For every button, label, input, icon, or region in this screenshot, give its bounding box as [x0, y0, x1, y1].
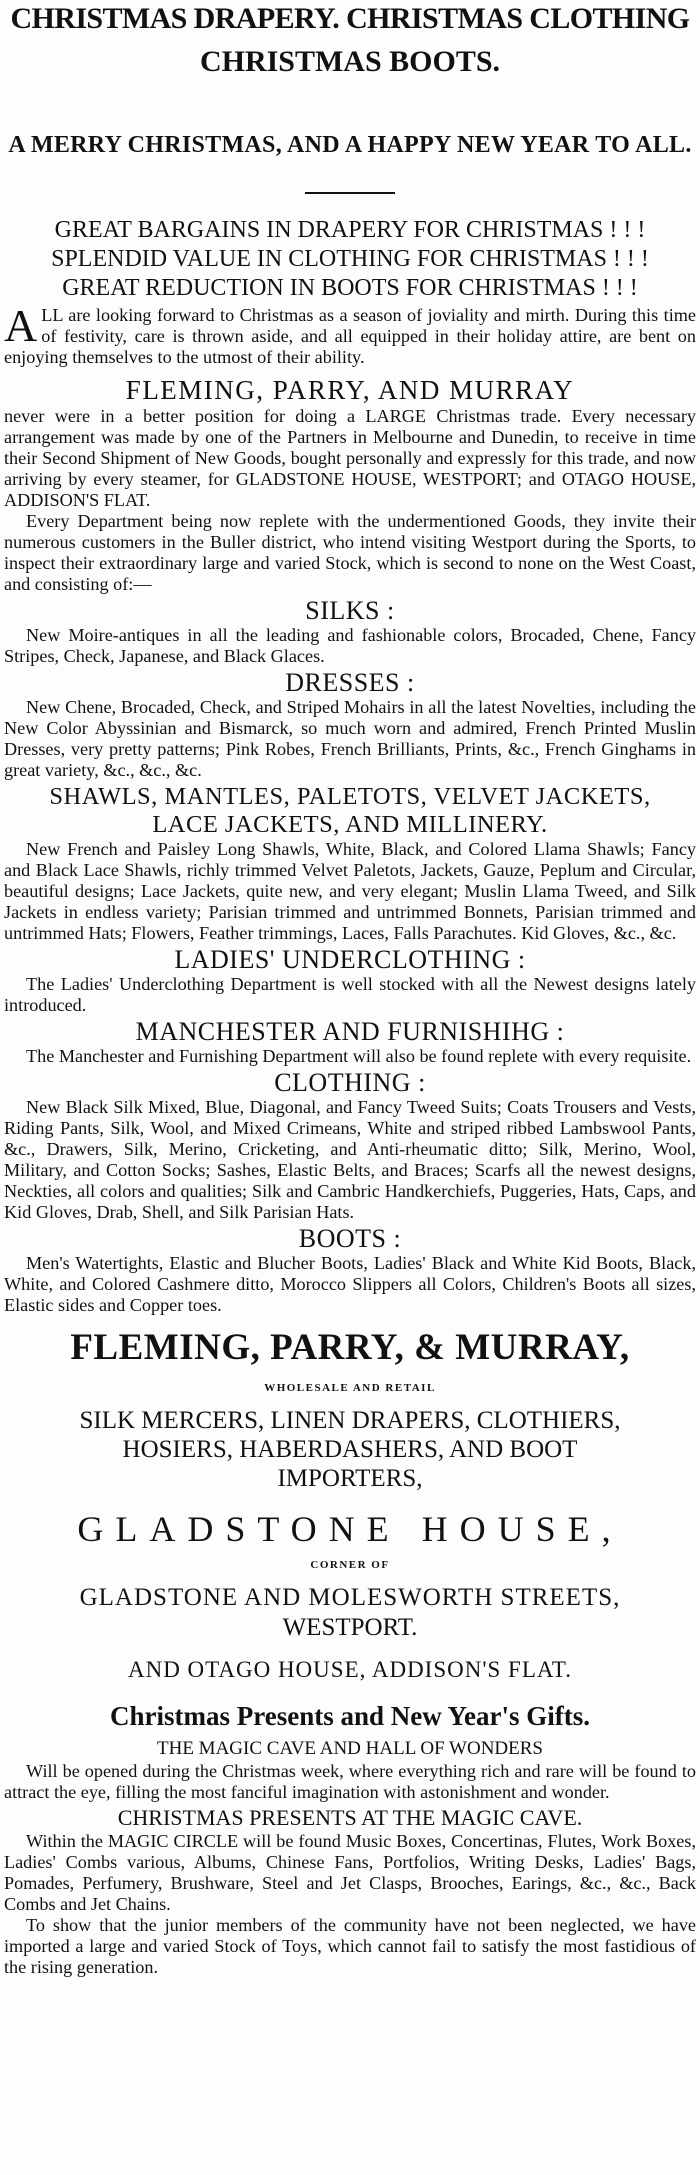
cave-heading: THE MAGIC CAVE AND HALL OF WONDERS — [157, 1738, 543, 1759]
manchester-paragraph: The Manchester and Furnishing Department will also be found replete with every requisite. — [26, 1046, 692, 1066]
magic-cave-heading: CHRISTMAS PRESENTS AT THE MAGIC CAVE. — [117, 1805, 583, 1830]
wholesale-label: WHOLESALE AND RETAIL — [264, 1382, 436, 1394]
silks-heading: SILKS : — [305, 596, 395, 625]
header-greeting: A MERRY CHRISTMAS, AND A HAPPY NEW YEAR TO ALL. — [8, 132, 692, 158]
corner-label: CORNER OF — [310, 1559, 390, 1571]
house-name: GLADSTONE HOUSE, — [77, 1509, 623, 1549]
firm-paragraph-1: never were in a better position for doing a LARGE Christmas trade. Every necessary arrangement was made by one of the Partners in Melbourne and Dunedin, to receive in time their Second Shipment of New Goods, bought personally and expressly for this trade, and now arriving by every steamer, for GLADSTONE HOUSE, WESTPORT; and OTAGO HOUSE, ADDISON'S FLAT. — [4, 406, 696, 510]
silks-paragraph: New Moire-antiques in all the leading and fashionable colors, Brocaded, Chene, Fancy Stripes, Check, Japanese, and Black Glaces. — [4, 625, 696, 666]
bargains-block — [4, 216, 696, 303]
header — [4, 0, 696, 194]
boots-paragraph: Men's Watertights, Elastic and Blucher Boots, Ladies' Black and White Kid Boots, Black, White, and Colored Cashmere ditto, Morocco Slippers all Colors, Children's Boots all sizes, Elastic sides and Copper toes. — [4, 1253, 696, 1315]
shawls-heading — [4, 783, 696, 839]
otago-line: AND OTAGO HOUSE, ADDISON'S FLAT. — [127, 1657, 573, 1682]
trades-line: IMPORTERS, — [277, 1465, 423, 1492]
shawls-heading-line-2: LACE JACKETS, AND MILLINERY. — [152, 811, 548, 838]
header-line-1: CHRISTMAS DRAPERY. CHRISTMAS CLOTHING — [10, 2, 690, 35]
firm-heading: FLEMING, PARRY, AND MURRAY — [125, 375, 575, 405]
cave-paragraph: Will be opened during the Christmas week, where everything rich and rare will be found to attract the eye, filling the most fanciful imagination with astonishment and wonder. — [4, 1761, 696, 1802]
bargain-line: GREAT BARGAINS IN DRAPERY FOR CHRISTMAS ! ! ! — [54, 217, 646, 243]
clothing-paragraph: New Black Silk Mixed, Blue, Diagonal, and Fancy Tweed Suits; Coats Trousers and Vests, Riding Pants, Silk, Wool, and Mixed Crimeans, White and striped ribbed Lambswool Pants, &c., Drawers, Silk, Merino, Cricketing, and Anti-rheumatic ditto; Silk, Merino, Wool, Military, and Cotton Socks; Sashes, Elastic Belts, and Braces; Scarfs all the newest designs, Neckties, all colors and qualities; Silk and Cambric Handkerchiefs, Puggeries, Hats, Caps, and Kid Gloves, Drab, Shell, and Silk Parisian Hats. — [4, 1097, 696, 1222]
trades-line: SILK MERCERS, LINEN DRAPERS, CLOTHIERS, — [79, 1407, 621, 1434]
dresses-heading: DRESSES : — [285, 668, 415, 697]
intro-paragraph — [4, 300, 696, 368]
clothing-heading: CLOTHING : — [274, 1068, 426, 1097]
header-line-2: CHRISTMAS BOOTS. — [199, 45, 501, 78]
intro-text: LL are looking forward to Christmas as a season of joviality and mirth. During this time of festivity, care is thrown aside, and all equipped in their holiday attire, are bent on enjoying themselves to the utmost of their ability. — [4, 305, 696, 367]
ladies-paragraph: The Ladies' Underclothing Department is well stocked with all the Newest designs lately introduced. — [4, 974, 696, 1015]
manchester-heading: MANCHESTER AND FURNISHIHG : — [135, 1017, 565, 1046]
bargain-line: SPLENDID VALUE IN CLOTHING FOR CHRISTMAS ! ! ! — [51, 246, 649, 272]
trades-line: HOSIERS, HABERDASHERS, AND BOOT — [122, 1436, 578, 1463]
header-divider — [305, 192, 395, 194]
presents-heading: Christmas Presents and New Year's Gifts. — [110, 1701, 590, 1731]
shawls-heading-line-1: SHAWLS, MANTLES, PALETOTS, VELVET JACKETS, — [49, 783, 651, 810]
toys-paragraph: To show that the junior members of the community have not been neglected, we have imported a large and varied Stock of Toys, which cannot fail to satisfy the most fastidious of the rising generation. — [4, 1915, 696, 1977]
firm-paragraph-2: Every Department being now replete with the undermentioned Goods, they invite their numerous customers in the Buller district, who intend visiting Westport during the Sports, to inspect their extraordinary large and varied Stock, which is second to none on the West Coast, and consisting of:— — [4, 511, 696, 594]
bargain-line: GREAT REDUCTION IN BOOTS FOR CHRISTMAS ! ! ! — [62, 275, 638, 301]
firm-name-large: FLEMING, PARRY, & MURRAY, — [70, 1327, 630, 1368]
dresses-paragraph: New Chene, Brocaded, Check, and Striped Mohairs in all the latest Novelties, including the New Color Abyssinian and Bismarck, so much worn and admired, French Printed Muslin Dresses, very pretty patterns; Pink Robes, French Brilliants, Prints, &c., French Ginghams in great variety, &c., &c., &c. — [4, 697, 696, 780]
boots-heading: BOOTS : — [298, 1224, 402, 1253]
magic-circle-paragraph: Within the MAGIC CIRCLE will be found Music Boxes, Concertinas, Flutes, Work Boxes, Ladies' Combs various, Albums, Chinese Fans, Portfolios, Writing Desks, Ladies' Bags, Pomades, Perfumery, Brushware, Steel and Jet Clasps, Brooches, Earings, &c., &c., Back Combs and Jet Chains. — [4, 1831, 696, 1914]
intro-dropcap: A — [4, 300, 38, 351]
town-line: WESTPORT. — [282, 1614, 418, 1641]
firm-footer — [4, 1326, 696, 1685]
streets-line: GLADSTONE AND MOLESWORTH STREETS, — [79, 1584, 621, 1611]
ladies-heading: LADIES' UNDERCLOTHING : — [174, 945, 526, 974]
shawls-paragraph: New French and Paisley Long Shawls, White, Black, and Colored Llama Shawls; Fancy and Black Lace Shawls, richly trimmed Velvet Paletots, Jackets, Gauze, Peplum and Circular, beautiful designs; Lace Jackets, quite new, and very elegant; Muslin Llama Tweed, and Silk Jackets in endless variety; Parisian trimmed and untrimmed Bonnets, Parisian trimmed and untrimmed Hats; Flowers, Feather trimmings, Laces, Falls Parachutes. Kid Gloves, &c., &c. — [4, 839, 696, 943]
